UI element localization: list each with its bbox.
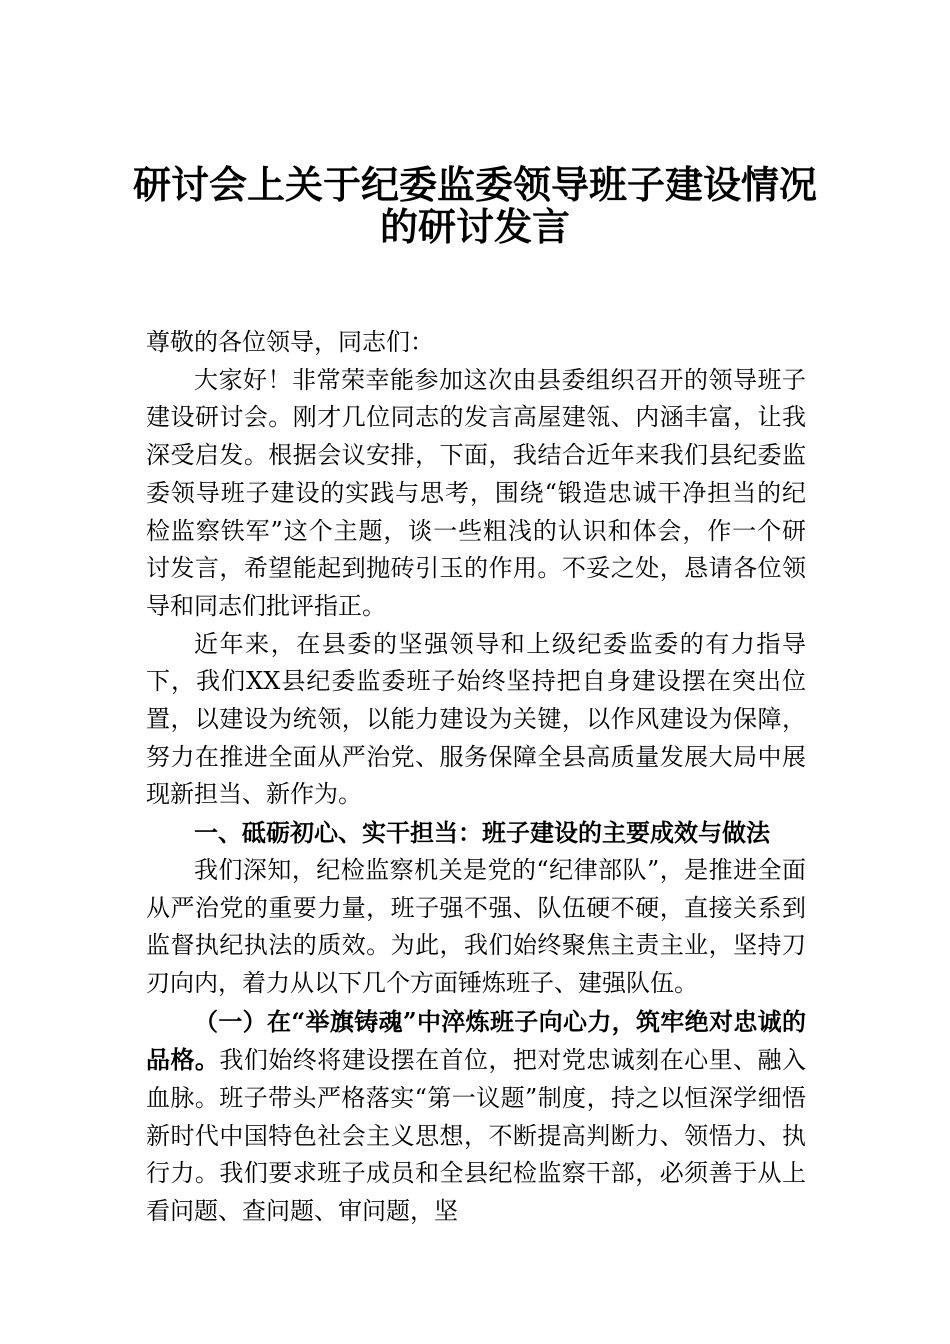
body-paragraph: 近年来，在县委的坚强领导和上级纪委监委的有力指导下，我们XX县纪委监委班子始终坚持把自身建设摆在突出位置，以建设为统领，以能力建设为关键，以作风建设为保障，努力在推进全面从严治党、服务保障全县高质量发展大局中展现新担当、新作为。 <box>146 629 806 809</box>
salutation: 尊敬的各位领导，同志们： <box>146 328 434 356</box>
subsection-paragraph <box>146 1003 806 1231</box>
subsection-heading: （一）在“举旗铸魂”中淬炼班子向心力，筑牢绝对忠诚的品格。 <box>146 1006 806 1075</box>
document-title-line-2: 的研讨发言 <box>379 204 570 249</box>
body-paragraph: 我们深知，纪检监察机关是党的“纪律部队”，是推进全面从严治党的重要力量，班子强不强、队伍硬不硬，直接关系到监督执纪执法的质效。为此，我们始终聚焦主责主业，坚持刀刃向内，着力从以下几个方面锤炼班子、建强队伍。 <box>146 855 806 997</box>
subsection-text: 我们始终将建设摆在首位，把对党忠诚刻在心里、融入血脉。班子带头严格落实“第一议题”制度，持之以恒深学细悟新时代中国特色社会主义思想，不断提高判断力、领悟力、执行力。我们要求班子成员和全县纪检监察干部，必须善于从上看问题、查问题、审问题，坚 <box>146 1046 807 1226</box>
section-heading: 一、砥砺初心、实干担当：班子建设的主要成效与做法 <box>194 818 770 848</box>
body-paragraph: 大家好！非常荣幸能参加这次由县委组织召开的领导班子建设研讨会。刚才几位同志的发言高屋建瓴、内涵丰富，让我深受启发。根据会议安排，下面，我结合近年来我们县纪委监委领导班子建设的实践与思考，围绕“锻造忠诚干净担当的纪检监察铁军”这个主题，谈一些粗浅的认识和体会，作一个研讨发言，希望能起到抛砖引玉的作用。不妥之处，恳请各位领导和同志们批评指正。 <box>146 365 806 620</box>
document-body <box>146 324 806 1231</box>
document-title-line-1: 研讨会上关于纪委监委领导班子建设情况 <box>132 162 817 207</box>
